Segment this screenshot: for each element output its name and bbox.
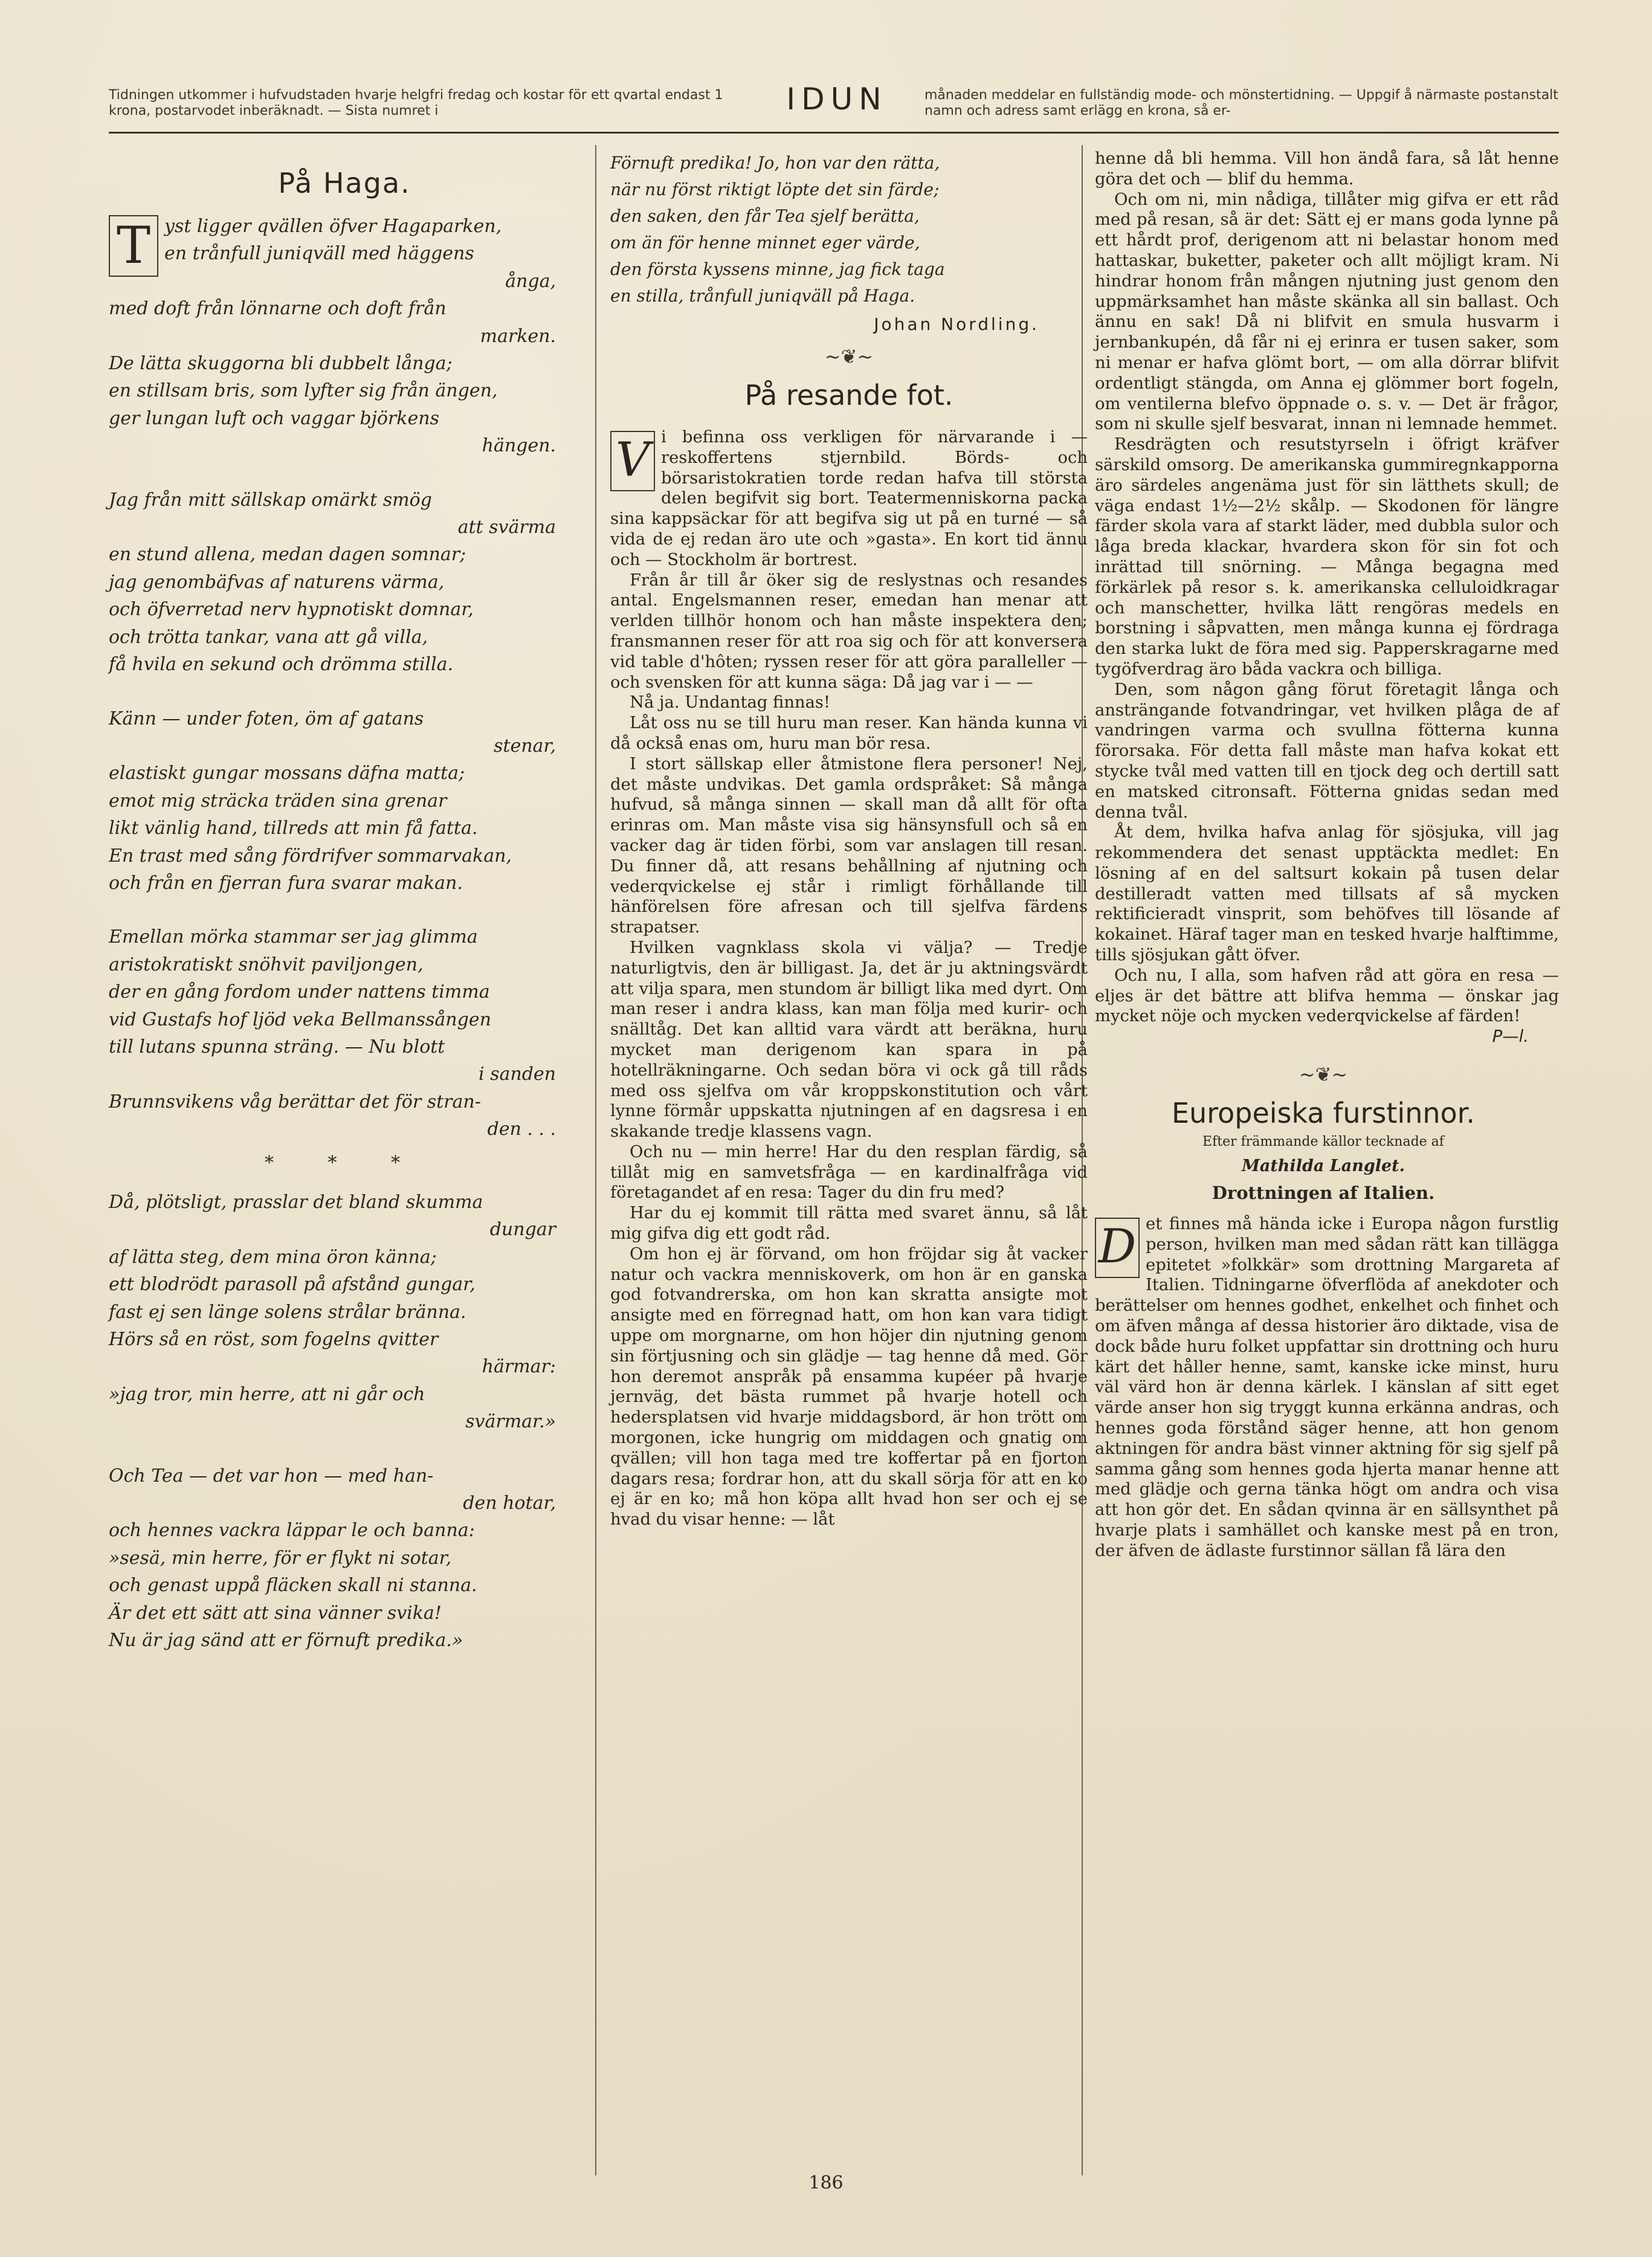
poem-line: Förnuft predika! Jo, hon var den rätta, (610, 153, 940, 173)
column-1 (109, 145, 580, 1681)
column-divider (595, 145, 596, 2175)
article-paragraph: Och om ni, min nådiga, tillåter mig gifva er ett råd med på resan, så är det: Sätt ej er mans goda lynne på ett hårdt prof, derigenom att ni belastar honom med hattaskar, buketter, paketer och allt möjligt kram. Ni hindrar honom från mången njutning just genom den uppmärksamhet han måste skänka all sin ballast. Och ännu en sak! Då ni blifvit en smula husvarm i jernbankupén, då får ni ej erinra er tusen saker, som ni menar er hafva glömt bort, — om alla dörrar blifvit ordentligt stängda, om Anna ej glömmer bort fogeln, om ventilerna blefvo öppnade o. s. v. — Det är frågor, som ni skulle sjelf besvarat, innan ni lemnade hemmet. (1095, 190, 1559, 434)
ornament-divider: ~❦~ (824, 345, 874, 368)
poem-line: Hörs så en röst, som fogelns qvitter (109, 1329, 439, 1351)
masthead-title: IDUN (786, 82, 888, 117)
poem-stanza (109, 1189, 580, 1436)
poem-line: ett blodrödt parasoll på afstånd gungar, (109, 1274, 476, 1296)
article-paragraph: Åt dem, hvilka hafva anlag för sjösjuka, vill jag rekommendera det senast upptäckta medlet: En lösning af en del saltsurt kokain på tusen delar destilleradt vatten med tillsats af så mycken rektificieradt vinsprit, som behöfves till lösande af kokainet. Häraf tager man en tesked hvarje halftimme, tills sjösjukan gått öfver. (1095, 823, 1559, 965)
article-paragraph: Resdrägten och resutstyrseln i öfrigt kräfver särskild omsorg. De amerikanska gummiregnkapporna äro särdeles angenäma just för sin lätthets skull; de väga endast 1½—2½ skålp. — Skodonen för längre färder skola vara af starkt läder, med dubbla sulor och låga breda klackar, hvardera skon för sin fot och inrättad till snörning. — Många begagna med förkärlek på resor s. k. amerikanska celluloidkragar och manschetter, hvilka lätt rengöras medels en borstning i såpvatten, men många kunna ej fördraga den starka lukt de föra med sig. Papperskragarne med tygöfverdrag äro båda vackra och billiga. (1095, 435, 1559, 679)
poem-line: De lätta skuggorna bli dubbelt långa; (109, 353, 453, 375)
poem-line: aristokratiskt snöhvit paviljongen, (109, 954, 424, 975)
poem-line: vid Gustafs hof ljöd veka Bellmanssången (109, 1009, 491, 1030)
poem-line: med doft från lönnarne och doft från (109, 298, 447, 320)
article-subtitle: Efter främmande källor tecknade af (1202, 1134, 1444, 1150)
poem-stanza (109, 213, 580, 460)
article-signature: P—l. (1492, 1027, 1529, 1047)
article-title: Europeiska furstinnor. (1172, 1097, 1475, 1130)
poem-line: i sanden (478, 1064, 556, 1085)
masthead-rule (109, 132, 1559, 134)
poem-line: af lätta steg, dem mina öron känna; (109, 1246, 437, 1268)
poem-line: den första kyssens minne, jag fick taga (610, 259, 945, 279)
poem-line: härmar: (482, 1356, 556, 1378)
column-2 (610, 145, 1088, 1530)
poem-line: till lutans spunna sträng. — Nu blott (109, 1036, 445, 1057)
drop-cap: T (109, 215, 158, 277)
poem-line: Då, plötsligt, prasslar det bland skumma (109, 1192, 483, 1213)
article-paragraph: Hvilken vagnklass skola vi välja? — Tredje naturligtvis, den är billigast. Ja, det är ju aktningsvärdt att vilja spara, men stundom är billigt lika med dyrt. Om man reser i andra klass, kan man följa med kurir- och snälltåg. Det kan alltid vara värdt att beräkna, huru mycket man derigenom kan spara in på hotellräkningarne. Och sedan böra vi ock gå till råds med oss sjelfva om vår kroppskonstitution och vårt lynne förmår uppskatta njutningen af en dagsresa i en skakande tredje klassens vagn. (610, 938, 1088, 1141)
poem-line: Emellan mörka stammar ser jag glimma (109, 926, 478, 948)
poem-line: »sesä, min herre, för er flykt ni sotar, (109, 1547, 452, 1569)
poem-line: fast ej sen länge solens strålar bränna. (109, 1301, 466, 1323)
poem-line: ger lungan luft och vaggar björkens (109, 407, 439, 429)
article-paragraph (610, 427, 1088, 570)
article-paragraph: Från år till år öker sig de reslystnas och resandes antal. Engelsmannen reser, emedan han menar att verlden tillhör honom och han måste inspektera den; fransmannen reser för att roa sig och för att konversera vid table d'hôten; ryssen reser för att göra paralleller — och svensken för att kunna säga: Då jag var i — — (610, 570, 1088, 692)
article-title: På resande fot. (744, 379, 953, 412)
article-paragraph: Den, som någon gång förut företagit långa och ansträngande fotvandringar, vet hvilken plåga de af vandringen varma och svullna fötterna kunna förorsaka. För detta fall måste man hafva kokat ett stycke tvål med vatten till en tjock deg och dertill satt en matsked citronsaft. Fötterna gnidas sedan med denna tvål. (1095, 680, 1559, 822)
poem-line: när nu först riktigt löpte det sin färde; (610, 179, 940, 199)
poem-line: dungar (489, 1219, 556, 1241)
article-paragraph: henne då bli hemma. Vill hon ändå fara, så låt henne göra det och — blif du hemma. (1095, 149, 1559, 189)
drop-cap: D (1095, 1218, 1140, 1278)
poem-line: ånga, (505, 270, 556, 292)
poem-line: Och Tea — det var hon — med han- (109, 1465, 434, 1487)
poem-line: Jag från mitt sällskap omärkt smög (109, 489, 432, 511)
article-paragraph: Har du ej kommit till rätta med svaret ännu, så låt mig gifva dig ett godt råd. (610, 1204, 1088, 1244)
masthead (109, 82, 1559, 124)
section-stars: * * * (264, 1152, 425, 1174)
poem-line: och genast uppå fläcken skall ni stanna. (109, 1575, 477, 1597)
poem-stanza (109, 1462, 580, 1655)
poem-line: svärmar.» (465, 1411, 556, 1433)
poem-line: en stund allena, medan dagen somnar; (109, 544, 466, 566)
poem-line: och från en fjerran fura svarar makan. (109, 872, 463, 894)
poem-line: jag genombäfvas af naturens värma, (109, 571, 445, 593)
article-paragraph: Nå ja. Undantag finnas! (630, 693, 830, 712)
poem-line: Är det ett sätt att sina vänner svika! (109, 1602, 442, 1624)
article-continuation (1088, 149, 1559, 1047)
poem-line: och hennes vackra läppar le och banna: (109, 1520, 475, 1542)
poem-line: den hotar, (463, 1493, 556, 1514)
article-author: Mathilda Langlet. (1241, 1157, 1405, 1176)
poem-author: Johan Nordling. (874, 314, 1039, 334)
poem-line: få hvila en sekund och drömma stilla. (109, 654, 454, 676)
poem-line: »jag tror, min herre, att ni går och (109, 1383, 425, 1405)
paragraph-text: i befinna oss verkligen för närvarande i — reskoffertens stjernbild. Börds- och börsaristokratien torde redan hafva till största delen begifvit sig bort. Teatermenniskorna packa sina kappsäckar för att begifva sig ut på en turné — så vida de ej redan äro ute och »gasta». En kort tid ännu och — Stockholm är bortrest. (610, 428, 1088, 569)
poem-line: elastiskt gungar mossans däfna matta; (109, 763, 465, 784)
poem-line: en stilla, trånfull juniqväll på Haga. (610, 286, 915, 306)
poem-title: På Haga. (278, 167, 411, 199)
column-3 (1088, 145, 1559, 1561)
article-paragraph (1095, 1214, 1559, 1561)
poem-line: stenar, (494, 735, 556, 757)
poem-line: marken. (480, 325, 556, 347)
page-number: 186 (808, 2172, 844, 2194)
poem-line: En trast med sång fördrifver sommarvakan, (109, 845, 512, 867)
poem-stanza (109, 705, 580, 897)
poem-line: en stillsam bris, som lyfter sig från ängen, (109, 380, 498, 402)
article-body (1088, 1214, 1559, 1561)
poem-line: Nu är jag sänd att er förnuft predika.» (109, 1630, 463, 1652)
poem-line: hängen. (482, 435, 556, 457)
poem-line: der en gång fordom under nattens timma (109, 981, 490, 1003)
ornament-divider: ~❦~ (1299, 1063, 1348, 1087)
poem-line: en trånfull juniqväll med häggens (164, 243, 474, 265)
poem-line: och öfverretad nerv hypnotiskt domnar, (109, 599, 474, 621)
article-paragraph: Om hon ej är förvand, om hon fröjdar sig åt vacker natur och vackra menniskoverk, om hon är en ganska god fotvandrerska, om hon kan skratta ansigte mot ansigte med en förregnad hatt, om hon kan vara tidigt uppe om morgnarne, om hon höjer din njutning genom sin förtjusning och sin glädje — tag henne då med. Gör hon deremot anspråk på ensamma kupéer på hvarje jernväg, det bästa rummet på hvarje hotell och hedersplatsen vid hvarje middagsbord, är hon trött om morgonen, icke hungrig om middagen och gnatig om qvällen; vill hon taga med tre koffertar på en fjorton dagars resa; fordrar hon, att du skall sörja för att en ko ej är en ko; må hon köpa allt hvad hon ser och ej se hvad du visar henne: — låt (610, 1244, 1088, 1529)
poem-stanza (109, 923, 580, 1143)
article-paragraph: Och nu, I alla, som hafven råd att göra en resa — eljes är det bättre att blifva hemma — önskar jag mycket nöje och mycken vederqvickelse af färden! (1095, 966, 1559, 1026)
article-paragraph: Låt oss nu se till huru man reser. Kan hända kunna vi då också enas om, huru man bör resa. (610, 714, 1088, 753)
poem-stanza (109, 486, 580, 679)
poem-line: att svärma (457, 517, 556, 538)
paragraph-text: et finnes må hända icke i Europa någon furstlig person, hvilken man med sådan rätt kan tillägga epitetet »folkkär» som drottning Margareta af Italien. Tidningarne öfverflöda af anekdoter och berättelser om hennes godhet, enkelhet och finhet och om äfven många af dessa historier äro diktade, visa de dock både huru folket uppfattar sin drottning och huru kärt det håller henne, samt, kanske icke minst, huru väl värd hon är denna kärlek. I känslan af sitt eget värde anser hon sig tryggt kunna erkänna andras, och hennes goda förstånd säger henne, att hon genom aktningen för andra bäst vinner aktning för sig sjelf på samma gång som hennes goda hjerta manar henne att med glädje och gerna tänka högt om andra och visa att hon gör det. En sådan qvinna är en sällsynthet på hvarje plats i samhället och kanske mest på en tron, der äfven de ädlaste furstinnor sällan få lära den (1095, 1215, 1559, 1560)
masthead-left-text: Tidningen utkommer i hufvudstaden hvarje helgfri fredag och kostar för ett qvartal endast 1 krona, postarvodet inberäknadt. — Sista numret i (109, 88, 723, 118)
masthead-right-text: månaden meddelar en fullständig mode- och mönstertidning. — Uppgif å närmaste postanstalt namn och adress samt erlägg en krona, så er- (924, 88, 1558, 118)
poem-line: den . . . (487, 1119, 556, 1140)
poem-line: och trötta tankar, vana att gå villa, (109, 626, 428, 648)
article-paragraph: Och nu — min herre! Har du den resplan färdig, så tillåt mig en samvetsfråga — en kardinalfråga vid företagandet af en resa: Tager du din fru med? (610, 1142, 1088, 1203)
poem-line: om än för henne minnet eger värde, (610, 233, 920, 253)
section-heading: Drottningen af Italien. (1212, 1183, 1435, 1204)
article-body (610, 427, 1088, 1530)
drop-cap: V (610, 431, 655, 491)
poem-line: emot mig sträcka träden sina grenar (109, 790, 447, 812)
poem-line: den saken, den får Tea sjelf berätta, (610, 206, 920, 226)
poem-body (109, 213, 580, 1655)
poem-line: yst ligger qvällen öfver Hagaparken, (164, 216, 502, 237)
poem-line: Känn — under foten, öm af gatans (109, 708, 424, 729)
poem-ending (610, 150, 1088, 309)
article-paragraph: I stort sällskap eller åtmistone flera personer! Nej, det måste undvikas. Det gamla ordspråket: Så många hufvud, så många sinnen — skall man då allt för ofta erinras om. Man måste visa sig hänsynsfull och så en vacker dag är tiden förbi, som var anslagen till resan. Du finner då, att resans behållning af njutning och vederqvickelse ej står i rimligt förhållande till hänförelsen före afresan och till sjelfva färdens strapatser. (610, 754, 1088, 937)
poem-line: likt vänlig hand, tillreds att min få fatta. (109, 818, 478, 839)
poem-line: Brunnsvikens våg berättar det för stran- (109, 1091, 481, 1112)
